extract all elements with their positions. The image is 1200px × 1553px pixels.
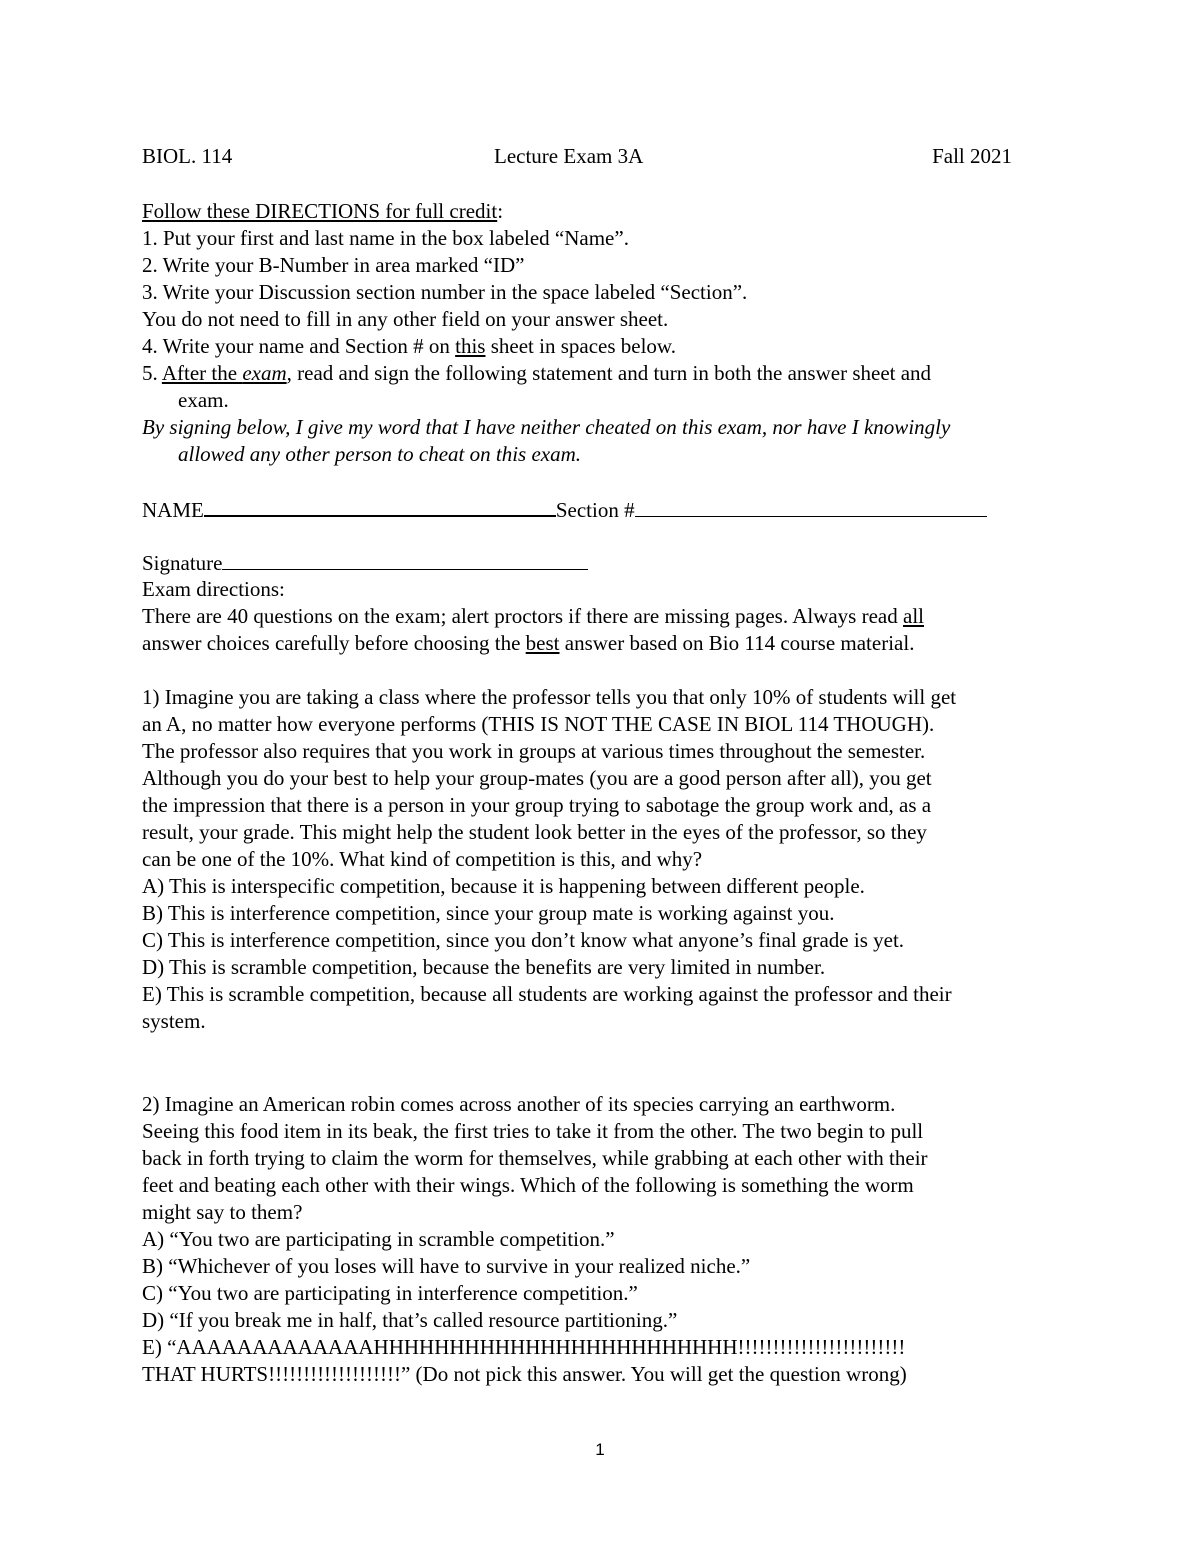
question-stem-line: Although you do your best to help your group-mates (you are a good person after all), you get: [142, 766, 932, 790]
page-header: [142, 143, 1012, 170]
direction-note: You do not need to fill in any other field on your answer sheet.: [142, 307, 669, 331]
question-stem-line: the impression that there is a person in your group trying to sabotage the group work and, as a: [142, 793, 932, 817]
question-2: [142, 1091, 1062, 1388]
exam-directions-heading: Exam directions:: [142, 577, 285, 601]
section-label: Section #: [555, 498, 635, 522]
term: Fall 2021: [932, 144, 1012, 168]
pledge-line-1: By signing below, I give my word that I have neither cheated on this exam, nor have I knowingly: [142, 415, 951, 439]
question-stem-line: 1) Imagine you are taking a class where the professor tells you that only 10% of students will get: [142, 685, 957, 709]
answer-choice-c: C) This is interference competition, since you don’t know what anyone’s final grade is yet.: [142, 928, 905, 952]
directions-section: [142, 198, 1062, 468]
exam-title: Lecture Exam 3A: [494, 144, 644, 168]
question-stem-line: an A, no matter how everyone performs (THIS IS NOT THE CASE IN BIOL 114 THOUGH).: [142, 712, 935, 736]
question-stem-line: back in forth trying to claim the worm for themselves, while grabbing at each other with their: [142, 1146, 928, 1170]
answer-choice-a: A) This is interspecific competition, because it is happening between different people.: [142, 874, 865, 898]
answer-choice-d: D) “If you break me in half, that’s called resource partitioning.”: [142, 1308, 678, 1332]
answer-choice-e: E) “AAAAAAAAAAAAAHHHHHHHHHHHHHHHHHHHHHHHH!!!!!!!!!!!!!!!!!!!!!!!!: [142, 1335, 906, 1359]
course-code: BIOL. 114: [142, 144, 233, 168]
question-1: [142, 684, 1062, 1035]
question-stem-line: Seeing this food item in its beak, the first tries to take it from the other. The two begin to pull: [142, 1119, 924, 1143]
exam-directions-line-1: There are 40 questions on the exam; alert proctors if there are missing pages. Always read all: [142, 604, 924, 628]
direction-item-2: 2. Write your B-Number in area marked “ID”: [142, 253, 525, 277]
direction-item-5-cont: exam.: [178, 388, 229, 412]
question-stem-line: 2) Imagine an American robin comes across another of its species carrying an earthworm.: [142, 1092, 896, 1116]
answer-choice-d: D) This is scramble competition, because the benefits are very limited in number.: [142, 955, 826, 979]
question-stem-line: might say to them?: [142, 1200, 303, 1224]
direction-item-5: 5. After the exam, read and sign the following statement and turn in both the answer sheet and: [142, 361, 932, 385]
signature-and-exam-directions: [142, 549, 1062, 657]
direction-item-1: 1. Put your first and last name in the box labeled “Name”.: [142, 226, 629, 250]
name-label: NAME: [142, 498, 204, 522]
answer-choice-c: C) “You two are participating in interference competition.”: [142, 1281, 638, 1305]
question-stem-line: result, your grade. This might help the student look better in the eyes of the professor, so they: [142, 820, 927, 844]
direction-item-3: 3. Write your Discussion section number in the space labeled “Section”.: [142, 280, 748, 304]
question-stem-line: The professor also requires that you work in groups at various times throughout the semester.: [142, 739, 926, 763]
answer-choice-e: E) This is scramble competition, because all students are working against the professor and their: [142, 982, 952, 1006]
section-field[interactable]: [635, 496, 987, 517]
answer-choice-a: A) “You two are participating in scramble competition.”: [142, 1227, 615, 1251]
answer-choice-b: B) This is interference competition, since your group mate is working against you.: [142, 901, 835, 925]
direction-item-4: 4. Write your name and Section # on this sheet in spaces below.: [142, 334, 676, 358]
pledge-line-2: allowed any other person to cheat on this exam.: [178, 442, 582, 466]
answer-choice-b: B) “Whichever of you loses will have to survive in your realized niche.”: [142, 1254, 751, 1278]
name-field[interactable]: [204, 495, 556, 517]
directions-heading: Follow these DIRECTIONS for full credit:: [142, 199, 504, 223]
page-number: 1: [595, 1440, 605, 1459]
question-stem-line: can be one of the 10%. What kind of competition is this, and why?: [142, 847, 703, 871]
question-stem-line: feet and beating each other with their wings. Which of the following is something the worm: [142, 1173, 914, 1197]
signature-field[interactable]: [222, 549, 588, 570]
name-section-row: [142, 495, 1062, 522]
exam-directions-line-2: answer choices carefully before choosing the best answer based on Bio 114 course material.: [142, 631, 915, 655]
signature-label: Signature: [142, 551, 223, 575]
answer-choice-e-cont: THAT HURTS!!!!!!!!!!!!!!!!!!!” (Do not pick this answer. You will get the question wrong): [142, 1362, 907, 1386]
answer-choice-e-cont: system.: [142, 1009, 206, 1033]
